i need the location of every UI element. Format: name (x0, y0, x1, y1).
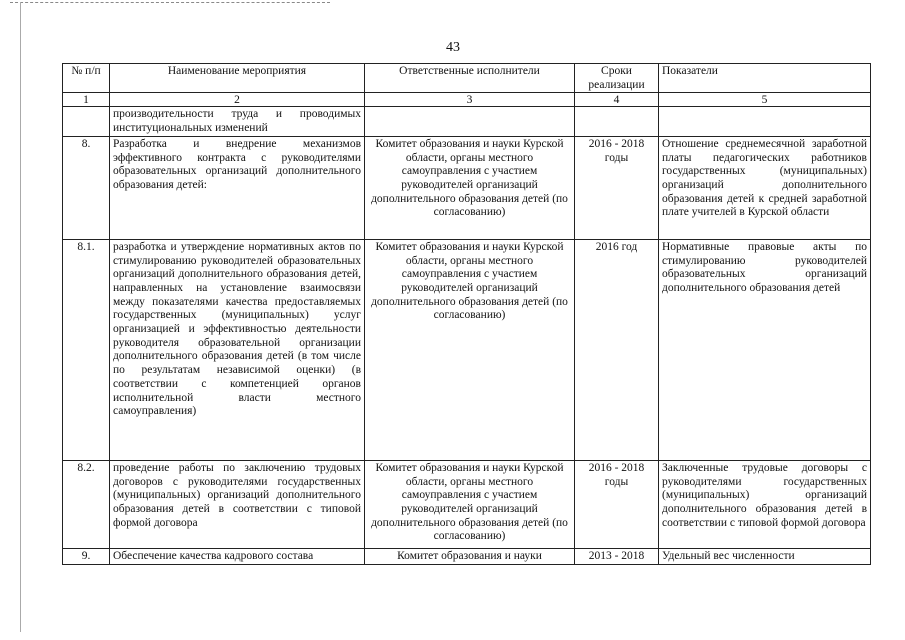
indicators: Отношение среднемесячной заработной платы педагогических работников государственных (муниципальных) организаций дополнительного образования детей к средней заработной плате учителей в Курской области (659, 136, 871, 239)
header-period: Сроки реализации (575, 64, 659, 93)
column-number: 3 (365, 93, 575, 107)
row-number: 8.2. (63, 460, 110, 548)
header-indicators: Показатели (659, 64, 871, 93)
row-number: 9. (63, 548, 110, 564)
indicators: Удельный вес численности (659, 548, 871, 564)
row-number (63, 107, 110, 136)
executors: Комитет образования и науки Курской области, органы местного самоуправления с участием руководителей организаций дополнительного образования детей (по согласованию) (365, 239, 575, 460)
table-row (63, 136, 871, 239)
column-number: 4 (575, 93, 659, 107)
activity-name: проведение работы по заключению трудовых договоров с руководителями государственных (муниципальных) организаций дополнительного образования детей в соответствии с типовой формой договора (110, 460, 365, 548)
activity-name: Разработка и внедрение механизмов эффективного контракта с руководителями образовательных организаций дополнительного образования детей: (110, 136, 365, 239)
header-executors: Ответственные исполнители (365, 64, 575, 93)
indicators: Нормативные правовые акты по стимулированию руководителей образовательных организаций дополнительного образования детей (659, 239, 871, 460)
row-number: 8. (63, 136, 110, 239)
period: 2013 - 2018 (575, 548, 659, 564)
executors: Комитет образования и науки Курской области, органы местного самоуправления с участием руководителей организаций дополнительного образования детей (по согласованию) (365, 136, 575, 239)
period: 2016 - 2018 годы (575, 460, 659, 548)
executors: Комитет образования и науки (365, 548, 575, 564)
row-number: 8.1. (63, 239, 110, 460)
header-row (63, 64, 871, 93)
activities-table (62, 63, 871, 565)
indicators (659, 107, 871, 136)
column-number: 2 (110, 93, 365, 107)
table-row (63, 460, 871, 548)
activity-name: производительности труда и проводимых институциональных изменений (110, 107, 365, 136)
executors: Комитет образования и науки Курской области, органы местного самоуправления с участием руководителей организаций дополнительного образования детей (по согласованию) (365, 460, 575, 548)
column-number: 1 (63, 93, 110, 107)
activity-name: Обеспечение качества кадрового состава (110, 548, 365, 564)
table-row (63, 548, 871, 564)
scan-top-border (10, 2, 330, 3)
period: 2016 - 2018 годы (575, 136, 659, 239)
period: 2016 год (575, 239, 659, 460)
table-row (63, 107, 871, 136)
table-row (63, 239, 871, 460)
header-number: № п/п (63, 64, 110, 93)
scan-left-border (20, 2, 21, 632)
activity-name: разработка и утверждение нормативных актов по стимулированию руководителей образовательных организаций дополнительного образования детей, направленных на установление взаимосвязи между показателями качества предоставляемых государственных (муниципальных) услуг организацией и эффективностью деятельности руководителя образовательной организации дополнительного образования детей (в том числе по результатам независимой оценки) (в соответствии с компетенцией органов исполнительной власти местного самоуправления) (110, 239, 365, 460)
header-activity-name: Наименование мероприятия (110, 64, 365, 93)
executors (365, 107, 575, 136)
column-number-row (63, 93, 871, 107)
indicators: Заключенные трудовые договоры с руководителями государственных (муниципальных) организаций дополнительного образования детей в соответствии с типовой формой договора (659, 460, 871, 548)
period (575, 107, 659, 136)
column-number: 5 (659, 93, 871, 107)
page-number: 43 (446, 40, 460, 55)
